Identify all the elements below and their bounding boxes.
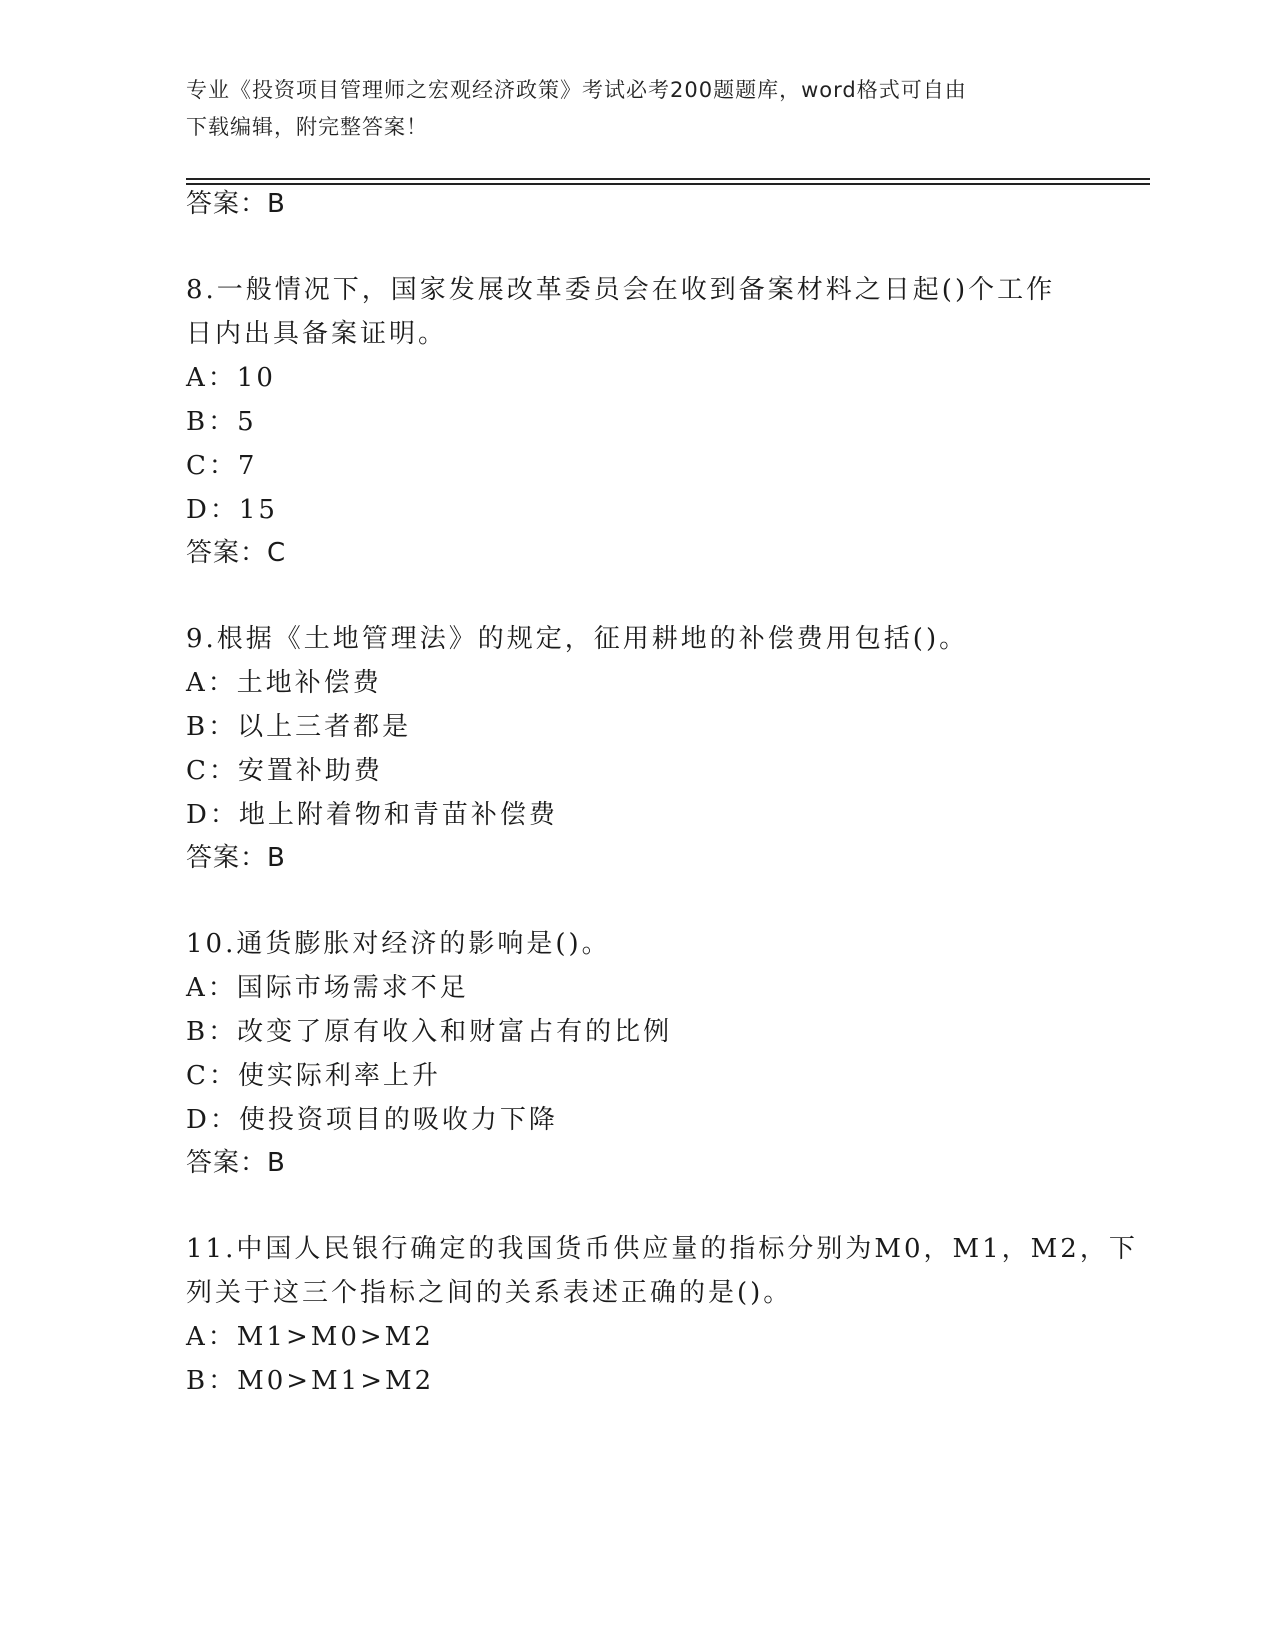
answer: 答案：B [186,843,286,873]
header-rule-bottom [186,183,1150,185]
option-b: B：以上三者都是 [186,712,412,742]
question-stem: 9.根据《土地管理法》的规定，征用耕地的补偿费用包括()。 [186,624,969,654]
option-b: B：M0>M1>M2 [186,1366,435,1396]
header-line-1: 专业《投资项目管理师之宏观经济政策》考试必考200题题库，word格式可自由 [186,78,967,102]
option-a: A：土地补偿费 [186,668,382,698]
answer: 答案：C [186,538,287,568]
option-c: C：7 [186,451,258,481]
previous-answer: 答案：B [186,189,286,219]
option-a: A：M1>M0>M2 [186,1322,434,1352]
option-b: B：改变了原有收入和财富占有的比例 [186,1017,673,1047]
option-d: D：使投资项目的吸收力下降 [186,1105,558,1135]
question-stem-cont: 列关于这三个指标之间的关系表述正确的是()。 [186,1278,793,1308]
question-stem: 8.一般情况下，国家发展改革委员会在收到备案材料之日起()个工作 [186,275,1056,305]
option-c: C：使实际利率上升 [186,1061,441,1091]
header-rule-top [186,178,1150,180]
option-a: A：国际市场需求不足 [186,973,469,1003]
question-stem: 11.中国人民银行确定的我国货币供应量的指标分别为M0，M1，M2，下 [186,1234,1138,1264]
option-c: C：安置补助费 [186,756,383,786]
document-header [186,72,1066,146]
answer: 答案：B [186,1148,286,1178]
option-d: D：地上附着物和青苗补偿费 [186,800,558,830]
option-b: B：5 [186,407,257,437]
option-d: D：15 [186,495,278,525]
question-stem-cont: 日内出具备案证明。 [186,319,448,349]
option-a: A：10 [186,363,276,393]
question-stem: 10.通货膨胀对经济的影响是()。 [186,929,611,959]
header-line-2: 下载编辑，附完整答案！ [186,115,428,139]
